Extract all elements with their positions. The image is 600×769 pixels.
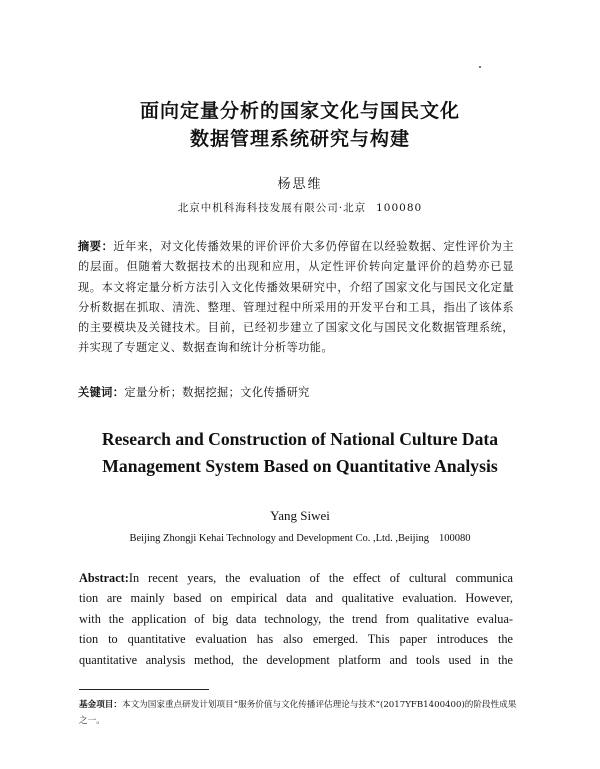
english-title-line-2: Management System Based on Quantitative Analysis (102, 456, 498, 476)
scan-speck (479, 66, 481, 68)
chinese-author: 杨思维 (277, 177, 323, 192)
chinese-abstract-label: 摘要： (78, 240, 114, 253)
chinese-keywords-text: 定量分析；数据挖掘；文化传播研究 (124, 386, 310, 399)
funding-footnote (79, 697, 519, 729)
english-abstract-line: quantitative analysis method, the development platform and tools used in the (79, 652, 513, 667)
english-abstract-label: Abstract: (79, 571, 129, 585)
footnote-text: 本文为国家重点研发计划项目“服务价值与文化传播评估理论与技术”(2017YFB1400400)的阶段性成果之一。 (79, 700, 517, 726)
footnote-label: 基金项目： (79, 700, 122, 710)
english-abstract-line-text: In recent years, the evaluation of the effect of cultural communica (128, 571, 513, 585)
english-zip: 100080 (438, 533, 471, 544)
chinese-affiliation (0, 200, 600, 215)
chinese-title-line-1: 面向定量分析的国家文化与国民文化 (139, 100, 460, 122)
footnote-divider (79, 689, 209, 690)
chinese-abstract-text: 近年来，对文化传播效果的评价评价大多仍停留在以经验数据、定性评价为主的层面。但随着大数据技术的出现和应用，从定性评价转向定量评价的趋势亦已显现。本文将定量分析方法引入文化传播效果研究中，介绍了国家文化与国民文化定量分析数据在抓取、清洗、整理、管理过程中所采用的开发平台和工具，指出了该体系的主要模块及关键技术。目前，已经初步建立了国家文化与国民文化数据管理系统，并实现了专题定义、数据查询和统计分析等功能。 (78, 240, 514, 355)
english-affiliation-name: Beijing Zhongji Kehai Technology and Development Co. ,Ltd. ,Beijing (129, 533, 429, 544)
english-affiliation (0, 533, 600, 544)
chinese-affiliation-name: 北京中机科海科技发展有限公司·北京 (177, 202, 367, 214)
chinese-keywords (78, 384, 514, 400)
english-abstract-line: tion are mainly based on empirical data and qualitative evaluation. However, (79, 591, 513, 606)
chinese-keywords-label: 关键词： (78, 386, 125, 399)
english-abstract-line (79, 568, 513, 588)
english-abstract-line: tion to quantitative evaluation has also emerged. This paper introduces the (79, 632, 513, 647)
chinese-abstract (78, 237, 514, 359)
english-abstract (79, 568, 513, 670)
chinese-title-line-2: 数据管理系统研究与构建 (189, 128, 410, 150)
english-author: Yang Siwei (270, 508, 330, 523)
english-abstract-line: with the application of big data technology, the trend from qualitative evalua- (79, 611, 513, 626)
english-title-line-1: Research and Construction of National Culture Data (101, 429, 499, 449)
chinese-zip: 100080 (376, 202, 423, 214)
